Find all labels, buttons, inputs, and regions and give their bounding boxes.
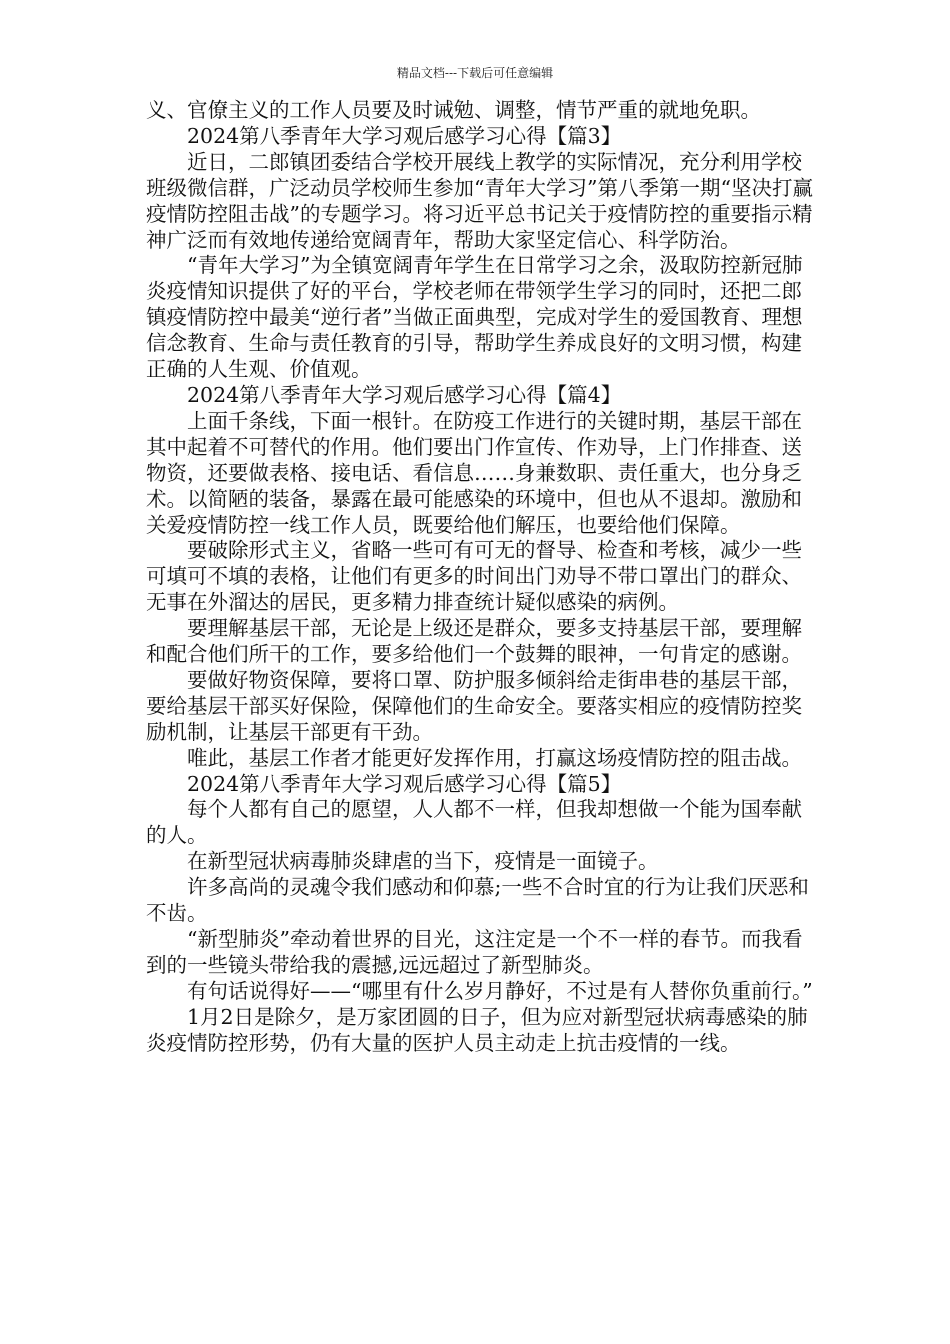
- paragraph: 要做好物资保障，要将口罩、防护服多倾斜给走街串巷的基层干部，要给基层干部买好保险，保障他们的生命安全。要落实相应的疫情防控奖励机制，让基层干部更有干劲。: [146, 667, 802, 744]
- paragraph-continuation: 义、官僚主义的工作人员要及时诫勉、调整，情节严重的就地免职。: [146, 98, 761, 122]
- paragraph: 要理解基层干部，无论是上级还是群众，要多支持基层干部，要理解和配合他们所干的工作，要多给他们一个鼓舞的眼神，一句肯定的感谢。: [146, 616, 802, 667]
- paragraph: 唯此，基层工作者才能更好发挥作用，打赢这场疫情防控的阻击战。: [187, 745, 802, 770]
- paragraph: 每个人都有自己的愿望，人人都不一样，但我却想做一个能为国奉献的人。: [146, 797, 802, 848]
- paragraph: 近日，二郎镇团委结合学校开展线上教学的实际情况，充分利用学校班级微信群，广泛动员学校师生参加“青年大学习”第八季第一期“坚决打赢疫情防控阻击战”的专题学习。将习近平总书记关于疫情防控的重要指示精神广泛而有效地传递给宽阔青年，帮助大家坚定信心、科学防治。: [146, 149, 813, 252]
- section-heading-3: 2024第八季青年大学习观后感学习心得【篇3】: [187, 123, 622, 148]
- paragraph: 有句话说得好——“哪里有什么岁月静好，不过是有人替你负重前行。”: [187, 978, 813, 1003]
- paragraph: “新型肺炎”牵动着世界的目光，这注定是一个不一样的春节。而我看到的一些镜头带给我的震撼,远远超过了新型肺炎。: [146, 927, 803, 977]
- section-heading-5: 2024第八季青年大学习观后感学习心得【篇5】: [187, 771, 622, 796]
- page-header: 精品文档---下载后可任意编辑: [396, 66, 554, 80]
- paragraph: 要破除形式主义，省略一些可有可无的督导、检查和考核，减少一些可填可不填的表格，让他们有更多的时间出门劝导不带口罩出门的群众、无事在外溜达的居民，更多精力排查统计疑似感染的病例。: [146, 538, 802, 615]
- document-body: [146, 98, 814, 1057]
- paragraph: 许多高尚的灵魂令我们感动和仰慕;一些不合时宜的行为让我们厌恶和不齿。: [146, 875, 809, 926]
- paragraph: 在新型冠状病毒肺炎肆虐的当下，疫情是一面镜子。: [187, 849, 659, 874]
- paragraph: “青年大学习”为全镇宽阔青年学生在日常学习之余，汲取防控新冠肺炎疫情知识提供了好的平台，学校老师在带领学生学习的同时，还把二郎镇疫情防控中最美“逆行者”当做正面典型，完成对学生的爱国教育、理想信念教育、生命与责任教育的引导，帮助学生养成良好的文明习惯，构建正确的人生观、价值观。: [146, 253, 803, 382]
- section-heading-4: 2024第八季青年大学习观后感学习心得【篇4】: [187, 382, 622, 407]
- paragraph: 上面千条线，下面一根针。在防疫工作进行的关键时期，基层干部在其中起着不可替代的作用。他们要出门作宣传、作劝导，上门作排查、送物资，还要做表格、接电话、看信息……身兼数职、责任重大，也分身乏术。以简陋的装备，暴露在最可能感染的环境中，但也从不退却。激励和关爱疫情防控一线工作人员，既要给他们解压，也要给他们保障。: [146, 408, 802, 537]
- paragraph: 1月2日是除夕，是万家团圆的日子，但为应对新型冠状病毒感染的肺炎疫情防控形势，仍有大量的医护人员主动走上抗击疫情的一线。: [146, 1004, 808, 1055]
